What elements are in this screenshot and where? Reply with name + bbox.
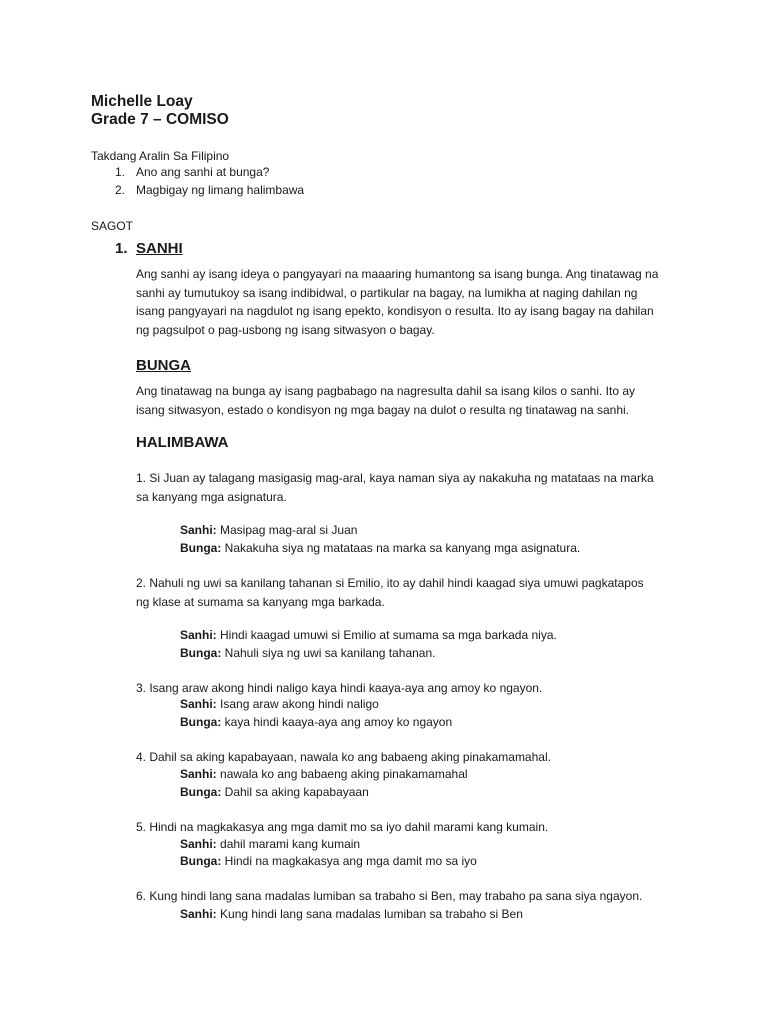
- sanhi-label: Sanhi:: [180, 907, 217, 921]
- example-bunga: [180, 713, 452, 732]
- bunga-heading: BUNGA: [136, 357, 191, 374]
- paragraph-line: ng klase at sumama sa kanyang mga barkada.: [136, 594, 385, 609]
- assignment-title: Takdang Aralin Sa Filipino: [91, 149, 230, 163]
- question-number: 1.: [115, 165, 126, 179]
- example-sanhi: [180, 765, 468, 784]
- example-bunga: [180, 783, 369, 802]
- example-sanhi: [180, 521, 357, 540]
- sanhi-label: Sanhi:: [180, 697, 217, 711]
- example-sanhi: [180, 695, 379, 714]
- student-name: Michelle Loay: [91, 93, 193, 110]
- paragraph-line: Ang tinatawag na bunga ay isang pagbabago na nagresulta dahil sa isang kilos o sanhi. Ito ay: [136, 384, 636, 398]
- bunga-definition: [136, 382, 696, 419]
- bunga-text: Hindi na magkakasya ang mga damit mo sa iyo: [224, 854, 477, 868]
- bunga-label: Bunga:: [180, 785, 222, 799]
- example-statement: 3. Isang araw akong hindi naligo kaya hindi kaaya-aya ang amoy ko ngayon.: [136, 681, 543, 695]
- sanhi-definition: [136, 265, 696, 339]
- question-number: 2.: [115, 183, 126, 197]
- example-sanhi: [180, 626, 557, 645]
- example-sanhi: [180, 835, 360, 854]
- paragraph-line: sa kanyang mga asignatura.: [136, 489, 287, 504]
- sanhi-text: Masipag mag-aral si Juan: [220, 523, 358, 537]
- question-text: Magbigay ng limang halimbawa: [136, 183, 305, 197]
- paragraph-line: Ang sanhi ay isang ideya o pangyayari na maaaring humantong sa isang bunga. Ang tinatawag na: [136, 267, 659, 281]
- answer-label: SAGOT: [91, 219, 134, 233]
- example-sanhi: [180, 905, 523, 924]
- bunga-text: Dahil sa aking kapabayaan: [224, 785, 369, 799]
- bunga-label: Bunga:: [180, 854, 222, 868]
- sanhi-text: Isang araw akong hindi naligo: [220, 697, 379, 711]
- sanhi-text: dahil marami kang kumain: [220, 837, 361, 851]
- example-bunga: [180, 539, 580, 558]
- example-statement: [136, 574, 696, 611]
- paragraph-line: ng pagsulpot o pag-usbong ng isang sitwasyon o bagay.: [136, 322, 435, 337]
- sanhi-text: Kung hindi lang sana madalas lumiban sa trabaho si Ben: [220, 907, 523, 921]
- sanhi-text: nawala ko ang babaeng aking pinakamamahal: [220, 767, 468, 781]
- sanhi-label: Sanhi:: [180, 523, 217, 537]
- example-statement: 5. Hindi na magkakasya ang mga damit mo sa iyo dahil marami kang kumain.: [136, 820, 549, 834]
- sanhi-text: Hindi kaagad umuwi si Emilio at sumama sa mga barkada niya.: [220, 628, 557, 642]
- bunga-text: Nakakuha siya ng matataas na marka sa kanyang mga asignatura.: [224, 541, 581, 555]
- example-bunga: [180, 644, 435, 663]
- paragraph-line: sanhi ay tumutukoy sa isang indibidwal, o partikular na bagay, na lumikha at naging dahilan ng: [136, 285, 638, 300]
- bunga-label: Bunga:: [180, 646, 222, 660]
- bunga-label: Bunga:: [180, 541, 222, 555]
- bunga-label: Bunga:: [180, 715, 222, 729]
- example-statement: 6. Kung hindi lang sana madalas lumiban sa trabaho si Ben, may trabaho pa sana siya ngayon.: [136, 889, 643, 903]
- section-number: 1.: [115, 240, 128, 257]
- example-statement: 4. Dahil sa aking kapabayaan, nawala ko ang babaeng aking pinakamamahal.: [136, 750, 551, 764]
- example-statement: [136, 469, 696, 506]
- paragraph-line: 2. Nahuli ng uwi sa kanilang tahanan si Emilio, ito ay dahil hindi kaagad siya umuwi pagkatapos: [136, 576, 644, 590]
- halimbawa-heading: HALIMBAWA: [136, 434, 229, 451]
- question-text: Ano ang sanhi at bunga?: [136, 165, 270, 179]
- sanhi-heading: SANHI: [136, 240, 183, 257]
- sanhi-label: Sanhi:: [180, 767, 217, 781]
- sanhi-label: Sanhi:: [180, 628, 217, 642]
- paragraph-line: isang pangyayari na nagdulot ng isang epekto, kondisyon o resulta. Ito ay isang bagay na dahilan: [136, 304, 654, 318]
- student-grade: Grade 7 – COMISO: [91, 111, 229, 128]
- example-bunga: [180, 852, 477, 871]
- sanhi-label: Sanhi:: [180, 837, 217, 851]
- paragraph-line: isang sitwasyon, estado o kondisyon ng mga bagay na dulot o resulta ng tinatawag na sanhi.: [136, 402, 629, 417]
- paragraph-line: 1. Si Juan ay talagang masigasig mag-aral, kaya naman siya ay nakakuha ng matataas na marka: [136, 471, 654, 485]
- bunga-text: kaya hindi kaaya-aya ang amoy ko ngayon: [224, 715, 453, 729]
- bunga-text: Nahuli siya ng uwi sa kanilang tahanan.: [224, 646, 436, 660]
